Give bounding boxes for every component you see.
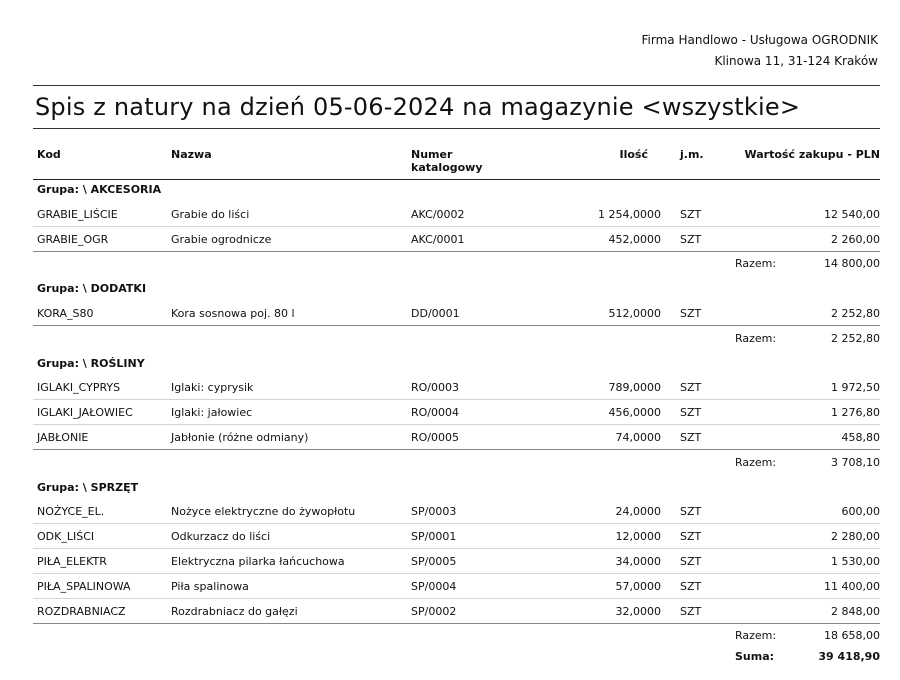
subtotal-label: Razem: [735, 331, 777, 345]
group-subtotal-row [33, 450, 880, 474]
column-header-numer-line1: Numer [411, 148, 453, 161]
cell-wartosc: 2 280,00 [831, 530, 880, 544]
cell-nazwa: Grabie do liści [171, 207, 250, 221]
cell-wartosc: 11 400,00 [824, 579, 880, 593]
cell-jm: SZT [680, 604, 702, 618]
group-label: Grupa: \ SPRZĘT [37, 480, 139, 494]
company-header [642, 30, 878, 72]
group-label: Grupa: \ DODATKI [37, 282, 147, 296]
group-subtotal-row [33, 326, 880, 350]
table-row [33, 499, 880, 524]
cell-nazwa: Odkurzacz do liści [171, 530, 271, 544]
group-header [33, 276, 880, 300]
cell-wartosc: 2 260,00 [831, 232, 880, 246]
grand-total-value: 39 418,90 [818, 650, 880, 664]
column-header-jm: j.m. [680, 148, 704, 161]
company-name: Firma Handlowo - Usługowa OGRODNIK [641, 33, 878, 47]
cell-jm: SZT [680, 406, 702, 420]
cell-kod: ROZDRABNIACZ [37, 604, 126, 618]
table-row [33, 227, 880, 252]
cell-numer: AKC/0001 [411, 232, 465, 246]
cell-nazwa: Kora sosnowa poj. 80 l [171, 307, 295, 320]
cell-ilosc: 57,0000 [615, 579, 661, 593]
column-header-nazwa: Nazwa [171, 148, 212, 161]
group-label: Grupa: \ AKCESORIA [37, 183, 162, 196]
cell-ilosc: 456,0000 [608, 406, 661, 420]
title-bottom-rule [33, 128, 880, 129]
table-row [33, 301, 880, 326]
cell-ilosc: 512,0000 [608, 307, 661, 320]
cell-kod: JABŁONIE [37, 431, 89, 444]
group-header [33, 177, 880, 201]
cell-numer: RO/0003 [411, 381, 460, 395]
cell-kod: KORA_S80 [37, 307, 94, 320]
cell-jm: SZT [680, 207, 702, 221]
cell-wartosc: 600,00 [841, 505, 880, 519]
cell-jm: SZT [680, 232, 702, 246]
group-header [33, 351, 880, 375]
group-subtotal-row [33, 251, 880, 275]
subtotal-label: Razem: [735, 257, 777, 271]
cell-wartosc: 1 276,80 [831, 406, 880, 420]
table-row [33, 425, 880, 450]
cell-nazwa: Piła spalinowa [171, 579, 249, 593]
cell-kod: PIŁA_ELEKTR [37, 555, 107, 568]
cell-jm: SZT [680, 381, 702, 395]
cell-ilosc: 1 254,0000 [598, 207, 661, 221]
cell-kod: GRABIE_OGR [37, 232, 109, 246]
cell-nazwa: Nożyce elektryczne do żywopłotu [171, 505, 356, 519]
cell-ilosc: 452,0000 [608, 232, 661, 246]
cell-nazwa: Elektryczna pilarka łańcuchowa [171, 555, 345, 568]
cell-nazwa: Grabie ogrodnicze [171, 232, 272, 246]
cell-ilosc: 32,0000 [615, 604, 661, 618]
cell-numer: DD/0001 [411, 307, 460, 320]
title-top-rule [33, 85, 880, 86]
cell-kod: PIŁA_SPALINOWA [37, 579, 131, 593]
cell-wartosc: 2 252,80 [831, 307, 880, 320]
cell-jm: SZT [680, 307, 702, 320]
cell-wartosc: 458,80 [841, 431, 880, 444]
cell-numer: AKC/0002 [411, 207, 465, 221]
cell-jm: SZT [680, 431, 702, 444]
cell-numer: SP/0004 [411, 579, 457, 593]
cell-wartosc: 2 848,00 [831, 604, 880, 618]
subtotal-value: 14 800,00 [824, 257, 880, 271]
cell-ilosc: 74,0000 [615, 431, 661, 444]
column-header-numer [411, 148, 483, 174]
cell-ilosc: 24,0000 [615, 505, 661, 519]
cell-jm: SZT [680, 530, 702, 544]
cell-nazwa: Jabłonie (różne odmiany) [171, 431, 309, 444]
subtotal-label: Razem: [735, 629, 777, 643]
column-header-ilosc: Ilość [619, 148, 648, 161]
subtotal-label: Razem: [735, 455, 777, 469]
cell-numer: SP/0001 [411, 530, 457, 544]
cell-numer: RO/0005 [411, 431, 460, 444]
cell-numer: SP/0002 [411, 604, 457, 618]
cell-wartosc: 12 540,00 [824, 207, 880, 221]
table-row [33, 375, 880, 400]
cell-jm: SZT [680, 555, 702, 568]
table-row [33, 599, 880, 624]
cell-nazwa: Rozdrabniacz do gałęzi [171, 604, 298, 618]
cell-kod: IGLAKI_JAŁOWIEC [37, 406, 133, 420]
cell-jm: SZT [680, 505, 702, 519]
page-title: Spis z natury na dzień 05-06-2024 na magazynie <wszystkie> [35, 93, 801, 121]
subtotal-value: 18 658,00 [824, 629, 880, 643]
cell-numer: SP/0003 [411, 505, 457, 519]
cell-numer: SP/0005 [411, 555, 457, 568]
column-header-wartosc: Wartość zakupu - PLN [744, 148, 880, 161]
cell-wartosc: 1 972,50 [831, 381, 880, 395]
group-header [33, 475, 880, 499]
table-row [33, 400, 880, 425]
grand-total-row [33, 644, 880, 668]
subtotal-value: 3 708,10 [831, 455, 880, 469]
cell-ilosc: 12,0000 [615, 530, 661, 544]
cell-jm: SZT [680, 579, 702, 593]
subtotal-value: 2 252,80 [831, 331, 880, 345]
grand-total-label: Suma: [735, 650, 775, 664]
cell-kod: NOŻYCE_EL. [37, 505, 105, 519]
group-label: Grupa: \ ROŚLINY [37, 356, 145, 370]
company-address: Klinowa 11, 31-124 Kraków [714, 54, 878, 68]
table-row [33, 574, 880, 599]
table-row [33, 202, 880, 227]
column-header-kod: Kod [37, 148, 61, 161]
cell-nazwa: Iglaki: jałowiec [171, 406, 253, 420]
table-row [33, 524, 880, 549]
cell-wartosc: 1 530,00 [831, 555, 880, 568]
cell-ilosc: 34,0000 [615, 555, 661, 568]
cell-numer: RO/0004 [411, 406, 460, 420]
cell-nazwa: Iglaki: cyprysik [171, 381, 254, 395]
table-row [33, 549, 880, 574]
cell-kod: ODK_LIŚCI [37, 530, 95, 544]
cell-kod: IGLAKI_CYPRYS [37, 381, 121, 395]
cell-kod: GRABIE_LIŚCIE [37, 207, 118, 221]
cell-ilosc: 789,0000 [608, 381, 661, 395]
column-header-numer-line2: katalogowy [411, 161, 483, 174]
